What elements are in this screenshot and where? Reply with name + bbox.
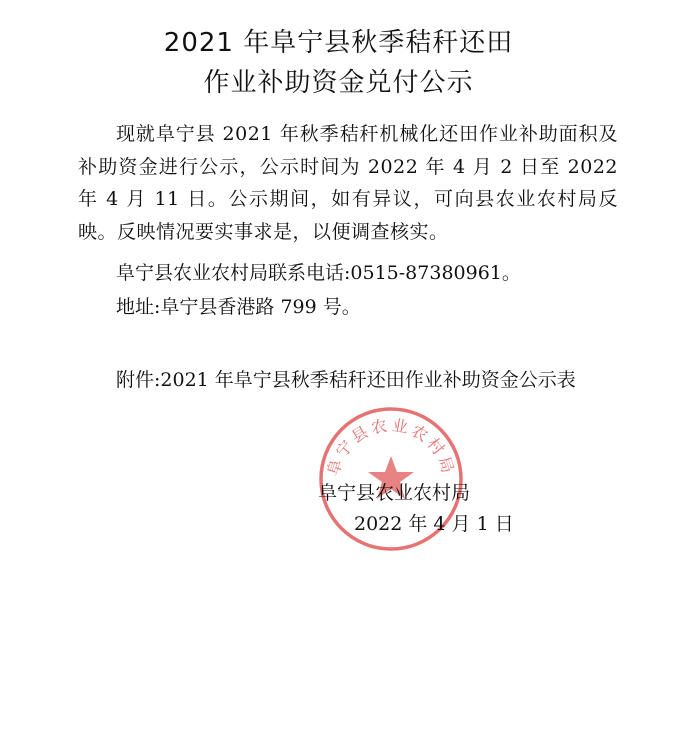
title-line-1: 2021 年阜宁县秋季秸秆还田 [163,28,514,58]
seal-text: 阜宁县农业农村局 [323,415,459,479]
body-paragraph: 现就阜宁县 2021 年秋季秸秆机械化还田作业补助面积及补助资金进行公示，公示时间为 2022 年 4 月 2 日至 2022 年 4 月 11 日。公示期间，如有异议，可向县农业农村局反映。反映情况要实事求是，以便调查核实。 [78,123,618,243]
contact-phone: 阜宁县农业农村局联系电话:0515-87380961。 [116,262,521,284]
signature-date: 2022 年 4 月 1 日 [354,513,514,535]
title-line-2: 作业补助资金兑付公示 [203,68,474,98]
attachment-note: 附件:2021 年阜宁县秋季秸秆还田作业补助资金公示表 [116,369,576,391]
address: 地址:阜宁县香港路 799 号。 [116,296,361,318]
signature-agency: 阜宁县农业农村局 [318,482,471,504]
